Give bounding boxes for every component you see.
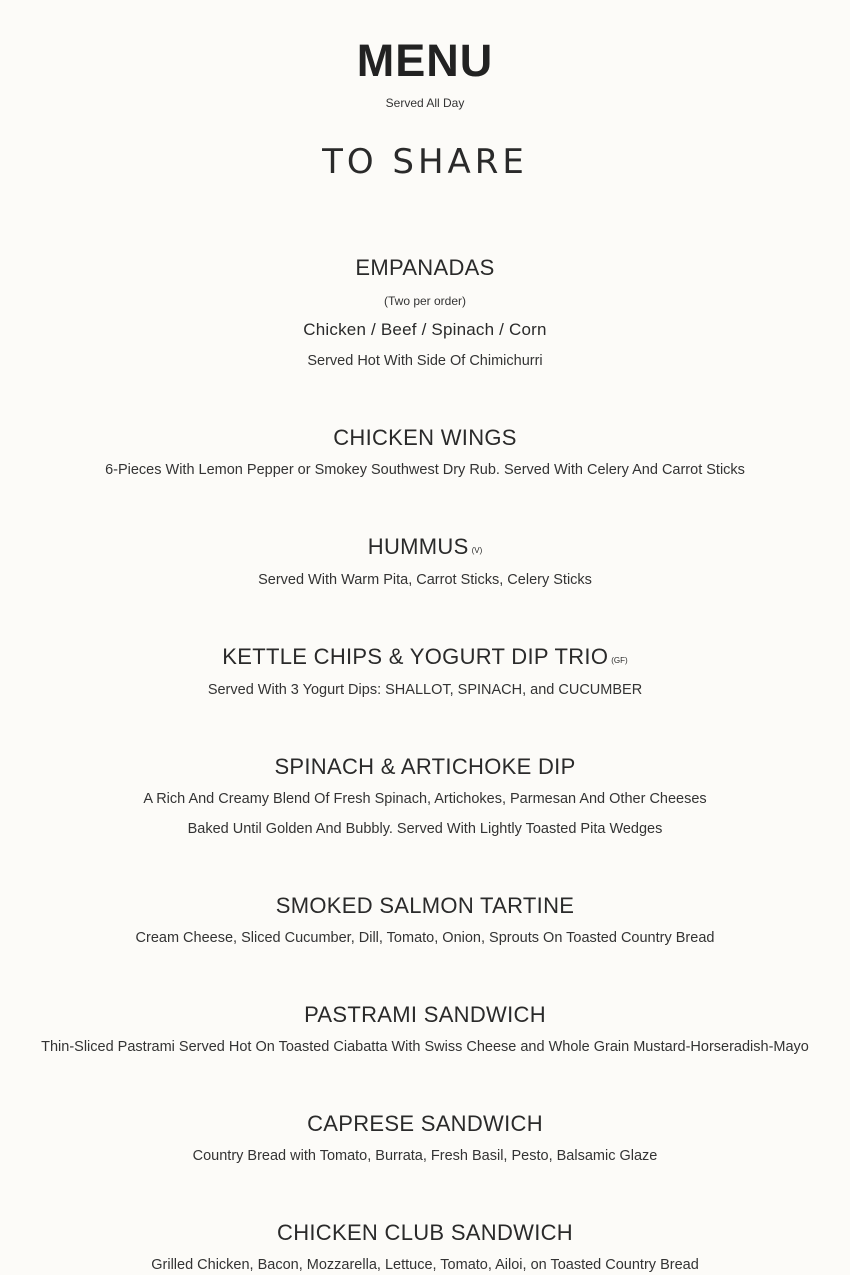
menu-item-variants: Chicken / Beef / Spinach / Corn bbox=[303, 320, 547, 339]
diet-tag: (GF) bbox=[611, 656, 628, 665]
menu-item-description: Cream Cheese, Sliced Cucumber, Dill, Tomato, Onion, Sprouts On Toasted Country Bread bbox=[135, 930, 715, 946]
menu-item-description: Served With 3 Yogurt Dips: SHALLOT, SPINACH, and CUCUMBER bbox=[207, 682, 643, 698]
menu-item-description: Served Hot With Side Of Chimichurri bbox=[307, 353, 543, 369]
menu-item-heading bbox=[0, 644, 850, 670]
menu-item-note: (Two per order) bbox=[383, 294, 467, 308]
menu-item-name: CHICKEN CLUB SANDWICH bbox=[277, 1220, 573, 1245]
menu-item-description: Thin-Sliced Pastrami Served Hot On Toasted Ciabatta With Swiss Cheese and Whole Grain Mustard-Horseradish-Mayo bbox=[41, 1039, 809, 1055]
menu-item-name: HUMMUS bbox=[367, 534, 469, 559]
menu-item-description-2: Baked Until Golden And Bubbly. Served With Lightly Toasted Pita Wedges bbox=[187, 821, 663, 837]
menu-item-name: SMOKED SALMON TARTINE bbox=[275, 893, 575, 918]
menu-item-description: 6-Pieces With Lemon Pepper or Smokey Southwest Dry Rub. Served With Celery And Carrot Sticks bbox=[105, 462, 745, 478]
menu-item-name: SPINACH & ARTICHOKE DIP bbox=[274, 754, 576, 779]
page-subtitle: Served All Day bbox=[385, 96, 465, 110]
menu-item-description: A Rich And Creamy Blend Of Fresh Spinach, Artichokes, Parmesan And Other Cheeses bbox=[143, 791, 707, 807]
menu-item-name: EMPANADAS bbox=[355, 255, 495, 280]
menu-item-name: KETTLE CHIPS & YOGURT DIP TRIO bbox=[222, 644, 609, 669]
menu-item-name: PASTRAMI SANDWICH bbox=[304, 1002, 546, 1027]
menu-item-description: Country Bread with Tomato, Burrata, Fresh Basil, Pesto, Balsamic Glaze bbox=[192, 1148, 658, 1164]
menu-item-name: CAPRESE SANDWICH bbox=[307, 1111, 543, 1136]
menu-item-heading bbox=[0, 534, 850, 560]
menu-item-description: Grilled Chicken, Bacon, Mozzarella, Lettuce, Tomato, Ailoi, on Toasted Country Bread bbox=[151, 1257, 699, 1273]
menu-item-description: Served With Warm Pita, Carrot Sticks, Celery Sticks bbox=[258, 572, 592, 588]
page-title: MENU bbox=[356, 35, 494, 86]
section-title: TO SHARE bbox=[322, 142, 528, 182]
diet-tag: (V) bbox=[471, 546, 483, 555]
menu-item-name: CHICKEN WINGS bbox=[333, 425, 517, 450]
